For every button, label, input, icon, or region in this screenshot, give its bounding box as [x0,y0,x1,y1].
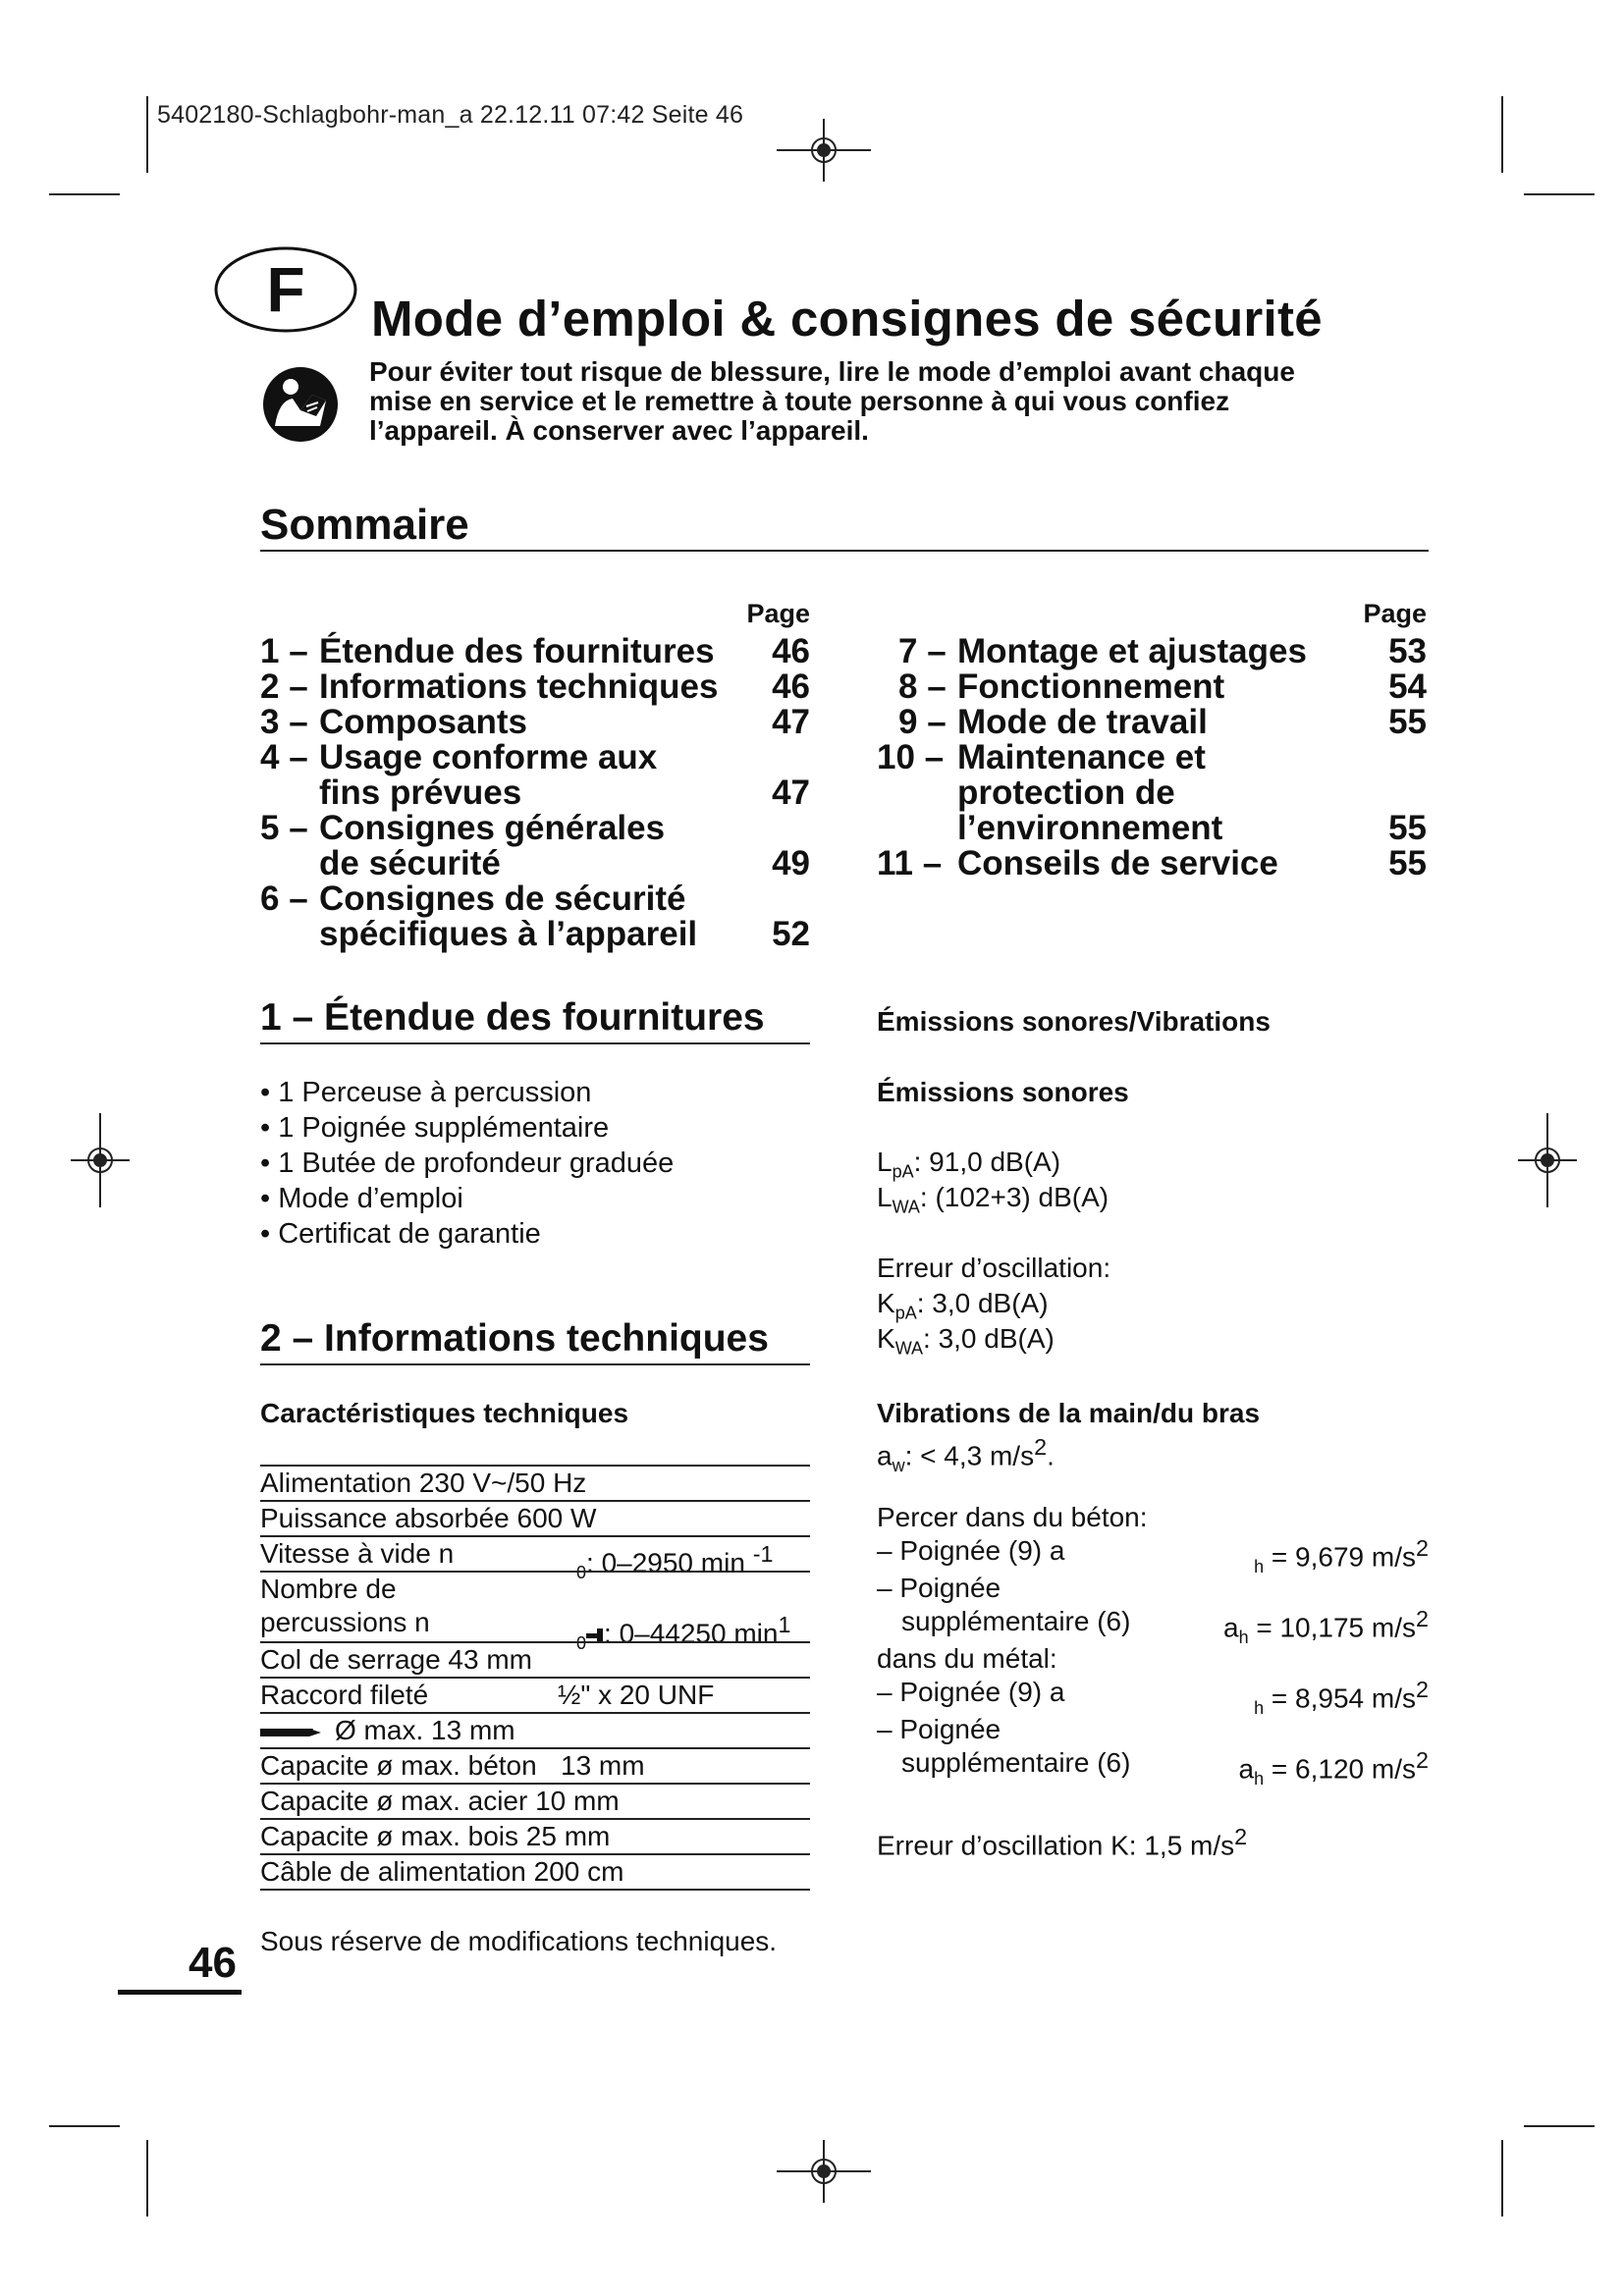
symbol: L [877,1182,893,1212]
toc-entry-title: Fonctionnement [957,667,1225,706]
vibration-label: – Poignée [877,1573,1001,1603]
crop-mark [1524,2125,1595,2127]
drill-bit-icon [260,1724,325,1741]
subscript: WA [894,1338,924,1359]
vibration-row [877,1747,1429,1789]
toc-entry-title: Étendue des fournitures [319,632,715,670]
subscript: WA [892,1197,920,1217]
toc-entry-number: 6 – [260,880,308,918]
toc-entry-page: 46 [772,632,810,670]
value: : < 4,3 m/s [904,1440,1035,1471]
superscript: 2 [1416,1535,1429,1561]
toc-entry-number: 10 – [877,738,945,776]
oscillation-error-k [877,1819,1247,1863]
toc-entry-title: Conseils de service [957,844,1278,882]
toc-entry-title: spécifiques à l’appareil [319,915,698,953]
spec-label: Vitesse à vide n [260,1538,455,1569]
table-row [260,1818,810,1853]
table-row [260,1853,810,1891]
table-row [260,1677,810,1712]
table-row [260,1783,810,1818]
spec-cell: Capacite ø max. acier 10 mm [260,1786,620,1816]
spec-cell: Câble de alimentation 200 cm [260,1856,624,1887]
toc-entry-title: Consignes de sécurité [319,880,686,918]
toc-entry-number: 4 – [260,738,308,776]
page-title: Mode d’emploi & consignes de sécurité [371,291,1323,347]
toc-entry-title: Montage et ajustages [957,632,1307,670]
vibration-value [1254,1535,1429,1577]
value: = 8,954 m/s [1264,1682,1417,1714]
toc-entry-page: 47 [772,774,810,812]
value: : 91,0 dB(A) [913,1147,1061,1177]
vibration-label: – Poignée (9) a [877,1677,1065,1707]
spec-table [260,1465,810,1891]
spec-cell: Alimentation 230 V~/50 Hz [260,1468,587,1498]
list-item: • Certificat de garantie [260,1218,541,1250]
toc-entry-title: Mode de travail [957,703,1208,741]
toc-entry-page: 47 [772,703,810,741]
spec-value: 13 mm [561,1750,645,1781]
spec-subscript: 0 [576,1632,587,1653]
section-rule [260,1042,810,1044]
value: : 3,0 dB(A) [916,1288,1049,1318]
vibration-value [1254,1677,1429,1719]
subscript: h [1254,1697,1265,1718]
vibration-label: – Poignée [877,1714,1001,1744]
toc-entry-title: protection de [957,774,1175,812]
crop-mark [1501,2140,1503,2216]
superscript: 2 [1416,1606,1429,1631]
oscillation-error-label: Erreur d’oscillation: [877,1253,1111,1283]
table-row [260,1641,810,1677]
registration-mark-icon [71,1113,130,1207]
vibration-row [877,1606,1429,1647]
vibration-row [877,1677,1429,1718]
registration-mark-icon [777,2140,871,2203]
kwa-value [877,1321,1055,1366]
vibration-label: supplémentaire (6) [901,1747,1131,1778]
emissions-title: Émissions sonores/Vibrations [877,1006,1271,1037]
toc-entry-title: Maintenance et [957,738,1206,776]
toc-heading-rule [260,550,1429,552]
toc-entry-title: Usage conforme aux [319,738,658,776]
section-subtitle: Caractéristiques techniques [260,1398,629,1428]
spec-cell: Puissance absorbée 600 W [260,1503,597,1533]
page-number: 46 [189,1939,237,1987]
toc-entry-number: 8 – [898,667,947,706]
crop-mark [146,2140,148,2216]
crop-mark [49,193,120,195]
table-row [260,1712,810,1747]
toc-entry-title: Informations techniques [319,667,719,706]
registration-mark-icon [777,119,871,182]
subscript: pA [892,1161,914,1182]
superscript: 2 [1234,1824,1248,1849]
table-row [260,1571,810,1653]
toc-entry[interactable] [260,811,810,881]
symbol: a [877,1440,893,1471]
delivery-list [260,1075,674,1252]
section-rule [260,1363,810,1365]
vibration-title: Vibrations de la main/du bras [877,1398,1261,1428]
toc-left-column [260,599,810,962]
spec-superscript: -1 [752,1541,774,1567]
punctuation: . [1047,1440,1055,1471]
spec-value: Ø max. 13 mm [335,1715,515,1745]
symbol: L [877,1147,893,1177]
spec-value-text: : 0–2950 min [586,1547,745,1578]
metal-label: dans du métal: [877,1643,1057,1674]
lwa-value [877,1180,1109,1225]
list-item: • 1 Perceuse à percussion [260,1077,592,1108]
toc-entry-number: 5 – [260,809,308,847]
value: = 6,120 m/s [1264,1753,1417,1785]
subscript: h [1254,1768,1265,1789]
spec-cell: Col de serrage 43 mm [260,1644,533,1675]
toc-entry-page: 49 [772,844,810,882]
table-row [260,1465,810,1500]
spec-label: Nombre de [260,1574,397,1604]
list-item: • 1 Butée de profondeur graduée [260,1148,675,1179]
toc-page-label: Page [746,599,810,628]
subscript: h [1238,1627,1249,1647]
value: = 9,679 m/s [1264,1541,1417,1573]
crop-mark [49,2125,120,2127]
spec-cell: Capacite ø max. bois 25 mm [260,1821,611,1851]
crop-mark [1524,193,1595,195]
registration-mark-icon [1518,1113,1577,1207]
toc-entry[interactable] [877,740,1427,846]
vibration-row [877,1535,1429,1576]
language-letter: F [266,254,305,325]
vibration-label: supplémentaire (6) [901,1606,1131,1636]
toc-entry-page: 55 [1388,844,1427,882]
footnote: Sous réserve de modifications techniques. [260,1926,778,1956]
section-title: 2 – Informations techniques [260,1317,769,1360]
intro-line: Pour éviter tout risque de blessure, lire le mode d’emploi avant chaque [369,356,1295,387]
section-title: 1 – Étendue des fournitures [260,996,765,1039]
subscript: w [892,1455,905,1475]
aw-value [877,1429,1055,1483]
spec-superscript: 1 [778,1612,791,1637]
language-badge [214,245,357,334]
toc-entry[interactable] [260,740,810,811]
toc-entry-page: 55 [1388,809,1427,847]
subscript: pA [894,1303,917,1323]
toc-entry-title: de sécurité [319,844,501,882]
vibration-value [1223,1606,1429,1648]
toc-entry-page: 55 [1388,703,1427,741]
toc-entry-page: 53 [1388,632,1427,670]
value: Erreur d’oscillation K: 1,5 m/s [877,1830,1235,1861]
toc-heading: Sommaire [260,501,469,549]
superscript: 2 [1034,1434,1048,1460]
spec-subscript: 0 [576,1562,587,1582]
toc-entry-title: Consignes générales [319,809,666,847]
toc-entry-title: Composants [319,703,527,741]
subscript: h [1254,1556,1265,1576]
toc-right-column [877,599,1427,893]
symbol: a [1222,1612,1239,1643]
read-manual-icon [261,365,340,444]
intro-line: mise en service et le remettre à toute personne à qui vous confiez [369,386,1230,416]
spec-value: ½" x 20 UNF [558,1680,715,1710]
vibration-value [1239,1747,1429,1789]
symbol: K [877,1323,895,1354]
toc-entry-number: 2 – [260,667,308,706]
symbol: a [1238,1753,1255,1785]
page-number-rule [118,1990,242,1995]
toc-entry-number: 3 – [260,703,308,741]
beton-label: Percer dans du béton: [877,1502,1148,1532]
table-row [260,1500,810,1535]
spec-label: percussions n [260,1607,430,1637]
table-row [260,1747,810,1783]
superscript: 2 [1416,1677,1429,1702]
spec-value-text: : 0–44250 min [604,1618,779,1649]
list-item: • Mode d’emploi [260,1183,463,1214]
intro-warning [369,357,1410,446]
value: : (102+3) dB(A) [919,1182,1110,1212]
crop-mark [146,96,148,173]
spec-label: Raccord fileté [260,1680,429,1710]
toc-entry-title: l’environnement [957,809,1223,847]
intro-line: l’appareil. À conserver avec l’appareil. [369,415,869,446]
spec-label: Capacite ø max. béton [260,1750,537,1781]
toc-entry-number: 7 – [898,632,947,670]
value: : 3,0 dB(A) [923,1323,1055,1354]
value: = 10,175 m/s [1248,1612,1417,1643]
toc-entry[interactable] [260,881,810,952]
vibration-label: – Poignée (9) a [877,1535,1065,1566]
table-row [260,1535,810,1582]
toc-entry-page: 46 [772,667,810,706]
toc-page-label: Page [1363,599,1427,628]
toc-entry-number: 11 – [877,844,943,882]
print-slug: 5402180-Schlagbohr-man_a 22.12.11 07:42 Seite 46 [157,101,744,129]
toc-entry-page: 52 [772,915,810,953]
toc-entry-number: 1 – [260,632,308,670]
list-item: • 1 Poignée supplémentaire [260,1112,610,1144]
crop-mark [1501,96,1503,173]
superscript: 2 [1416,1747,1429,1773]
toc-entry-title: fins prévues [319,774,522,812]
symbol: K [877,1288,895,1318]
sound-title: Émissions sonores [877,1077,1129,1107]
toc-entry-page: 54 [1388,667,1427,706]
toc-entry-number: 9 – [898,703,947,741]
